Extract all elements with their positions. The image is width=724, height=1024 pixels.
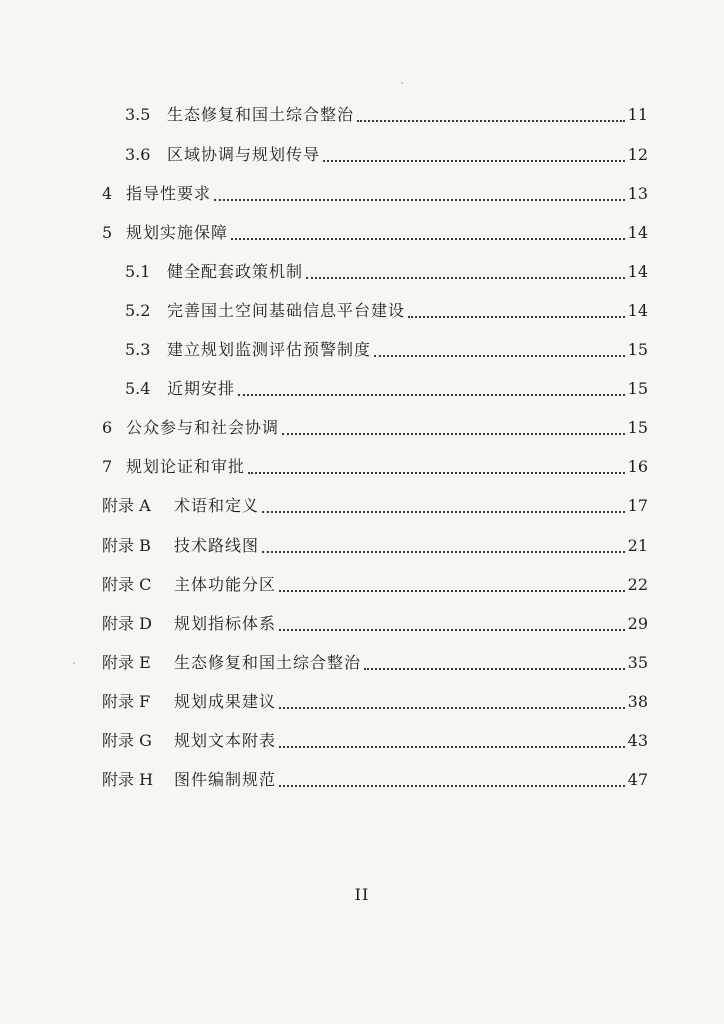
toc-entry-page: 15 — [627, 340, 648, 359]
toc-entry-number: 附录 H — [102, 770, 154, 789]
toc-entry-page: 11 — [627, 105, 648, 124]
toc-entry-title: 建立规划监测评估预警制度 — [167, 340, 372, 359]
dot-leader — [279, 785, 625, 787]
toc-entry-number: 附录 C — [102, 575, 152, 594]
toc-entry-title: 公众参与和社会协调 — [126, 418, 280, 437]
toc-entry-number: 3.6 — [125, 145, 151, 164]
scan-speck — [401, 82, 403, 84]
toc-entry-title: 规划论证和审批 — [126, 457, 246, 476]
toc-entry-appendix-b[interactable] — [102, 533, 648, 559]
dot-leader — [238, 394, 625, 396]
toc-entry-number: 附录 D — [102, 614, 152, 633]
toc-entry-number: 附录 A — [102, 496, 151, 515]
toc-entry-appendix-d[interactable] — [102, 611, 648, 637]
toc-entry-number: 5.3 — [125, 340, 151, 359]
toc-entry-appendix-e[interactable] — [102, 650, 648, 676]
toc-entry-5-4[interactable] — [125, 376, 648, 402]
toc-entry-title: 区域协调与规划传导 — [167, 145, 321, 164]
toc-entry-title: 近期安排 — [167, 379, 236, 398]
dot-leader — [408, 316, 625, 318]
dot-leader — [282, 433, 625, 435]
toc-entry-5-2[interactable] — [125, 298, 648, 324]
toc-entry-title: 规划指标体系 — [174, 614, 277, 633]
toc-entry-title: 生态修复和国土综合整治 — [174, 653, 362, 672]
toc-entry-number: 3.5 — [125, 105, 151, 124]
toc-entry-number: 5.2 — [125, 301, 151, 320]
toc-entry-title: 规划实施保障 — [126, 223, 229, 242]
toc-entry-number: 5 — [102, 223, 113, 242]
dot-leader — [306, 277, 625, 279]
toc-entry-page: 13 — [627, 184, 648, 203]
toc-entry-page: 21 — [627, 536, 648, 555]
toc-entry-5[interactable] — [102, 220, 648, 246]
toc-entry-appendix-c[interactable] — [102, 572, 648, 598]
toc-entry-page: 35 — [627, 653, 648, 672]
toc-entry-appendix-f[interactable] — [102, 689, 648, 715]
toc-entry-title: 术语和定义 — [174, 496, 260, 515]
toc-entry-page: 15 — [627, 418, 648, 437]
dot-leader — [279, 590, 625, 592]
toc-entry-4[interactable] — [102, 181, 648, 207]
toc-entry-5-1[interactable] — [125, 259, 648, 285]
toc-entry-5-3[interactable] — [125, 337, 648, 363]
dot-leader — [214, 199, 625, 201]
toc-entry-page: 14 — [627, 301, 648, 320]
toc-entry-appendix-h[interactable] — [102, 767, 648, 793]
dot-leader — [231, 238, 625, 240]
toc-entry-page: 15 — [627, 379, 648, 398]
toc-entry-page: 14 — [627, 262, 648, 281]
toc-entry-page: 12 — [627, 145, 648, 164]
toc-entry-number: 4 — [102, 184, 113, 203]
toc-entry-page: 43 — [627, 731, 648, 750]
toc-entry-title: 指导性要求 — [126, 184, 212, 203]
toc-entry-3-5[interactable] — [125, 102, 648, 128]
toc-entry-page: 47 — [627, 770, 648, 789]
dot-leader — [262, 511, 625, 513]
toc-entry-7[interactable] — [102, 454, 648, 480]
toc-entry-6[interactable] — [102, 415, 648, 441]
toc-entry-title: 生态修复和国土综合整治 — [167, 105, 355, 124]
dot-leader — [248, 472, 625, 474]
toc-entry-number: 附录 B — [102, 536, 151, 555]
toc-entry-number: 7 — [102, 457, 113, 476]
toc-entry-page: 22 — [627, 575, 648, 594]
toc-entry-title: 图件编制规范 — [174, 770, 277, 789]
toc-entry-number: 附录 E — [102, 653, 151, 672]
toc-entry-title: 规划文本附表 — [174, 731, 277, 750]
page-number: II — [354, 885, 370, 904]
dot-leader — [323, 160, 625, 162]
toc-entry-title: 规划成果建议 — [174, 692, 277, 711]
dot-leader — [357, 120, 625, 122]
toc-entry-appendix-a[interactable] — [102, 493, 648, 519]
toc-entry-number: 5.1 — [125, 262, 151, 281]
toc-entry-page: 16 — [627, 457, 648, 476]
dot-leader — [374, 355, 625, 357]
toc-entry-page: 14 — [627, 223, 648, 242]
toc-entry-appendix-g[interactable] — [102, 728, 648, 754]
toc-entry-title: 技术路线图 — [174, 536, 260, 555]
toc-entry-number: 附录 F — [102, 692, 151, 711]
toc-entry-page: 38 — [627, 692, 648, 711]
toc-entry-page: 29 — [627, 614, 648, 633]
toc-entry-title: 完善国土空间基础信息平台建设 — [167, 301, 406, 320]
toc-entry-title: 主体功能分区 — [174, 575, 277, 594]
dot-leader — [279, 707, 625, 709]
dot-leader — [279, 746, 625, 748]
dot-leader — [279, 629, 625, 631]
dot-leader — [364, 668, 625, 670]
toc-entry-number: 6 — [102, 418, 113, 437]
toc-entry-page: 17 — [627, 496, 648, 515]
dot-leader — [262, 551, 625, 553]
toc-entry-3-6[interactable] — [125, 142, 648, 168]
toc-entry-number: 5.4 — [125, 379, 151, 398]
scan-speck — [73, 662, 75, 664]
toc-entry-number: 附录 G — [102, 731, 152, 750]
toc-entry-title: 健全配套政策机制 — [167, 262, 304, 281]
